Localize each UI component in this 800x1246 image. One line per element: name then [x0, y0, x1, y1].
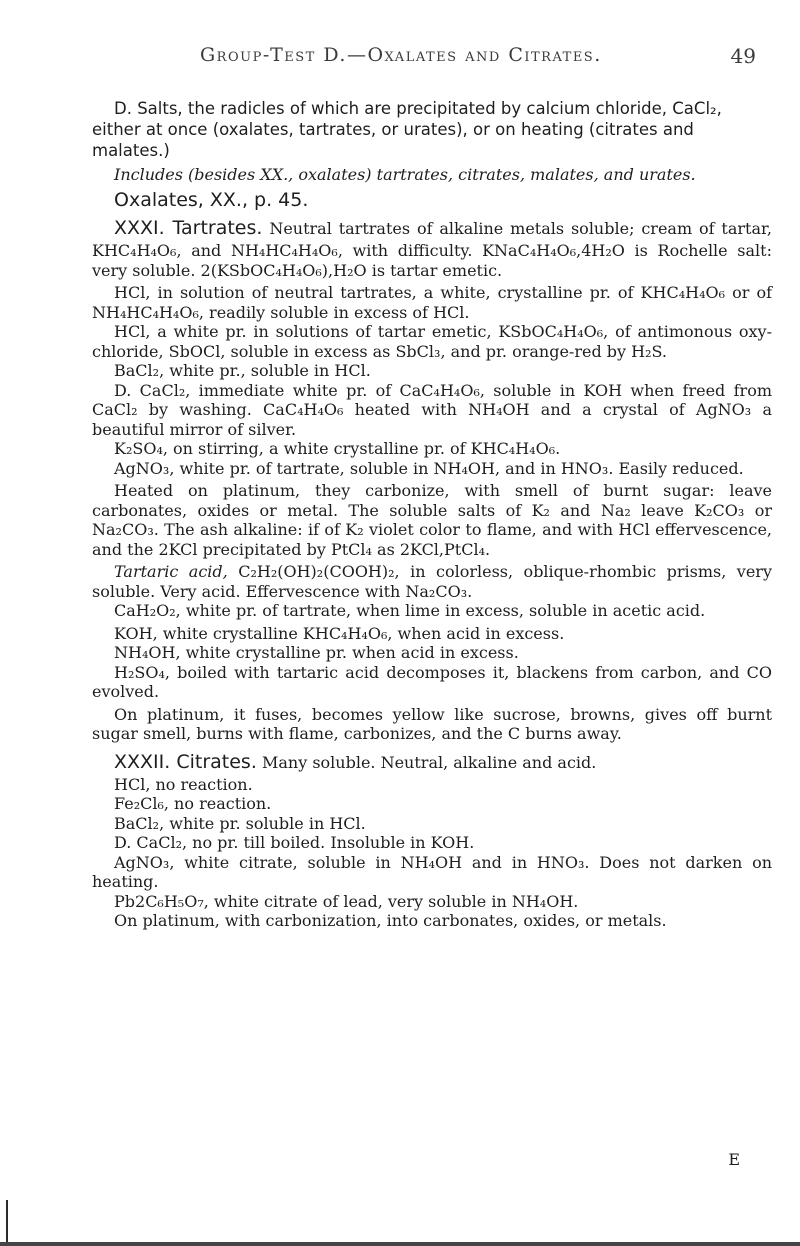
citrate-platinum: On platinum, with carbonization, into carbonates, oxides, or metals.: [114, 911, 667, 930]
tartrate-reaction-hcl-emetic: HCl, a white pr. in solutions of tartar emetic, KSbOC₄H₄O₆, of antimonous oxy-chloride, SbOCl, soluble in excess as SbCl₃, and pr. orange-red by H₂S.: [92, 322, 772, 361]
signature-mark: E: [728, 1150, 740, 1169]
running-title: Group-Test D.—Oxalates and Citrates.: [200, 44, 602, 66]
page-bottom-edge: [0, 1242, 800, 1246]
citrate-reaction-fe2cl6: Fe₂Cl₆, no reaction.: [114, 794, 272, 813]
tartrate-reaction-k2so4: K₂SO₄, on stirring, a white crystalline pr. of KHC₄H₄O₆.: [114, 439, 561, 458]
tartrates-intro: [92, 216, 772, 280]
tartaric-reaction-koh: KOH, white crystalline KHC₄H₄O₆, when acid in excess.: [114, 623, 565, 643]
tartrate-heating: Heated on platinum, they carbonize, with smell of burnt sugar: leave carbonates, oxides or metal. The soluble salts of K₂ and Na₂ leave K₂CO₃ or Na₂CO₃. The ash alkaline: if of K₂ violet color to flame, and with HCl effervescence, and the 2KCl precipitated by PtCl₄ as 2KCl,PtCl₄.: [92, 481, 772, 559]
binding-edge: [6, 1200, 8, 1246]
citrates-heading: XXXII. Citrates.: [114, 750, 257, 773]
tartaric-reaction-cah2o2: CaH₂O₂, white pr. of tartrate, when lime in excess, soluble in acetic acid.: [114, 601, 706, 620]
citrates-intro-text: Many soluble. Neutral, alkaline and acid.: [261, 752, 597, 772]
citrate-reaction-lead: Pb2C₆H₅O₇, white citrate of lead, very soluble in NH₄OH.: [114, 891, 579, 911]
page-content: [92, 98, 772, 931]
page-number: 49: [730, 44, 756, 68]
tartaric-acid: [92, 562, 772, 601]
tartrate-reaction-cacl2: D. CaCl₂, immediate white pr. of CaC₄H₄O₆, soluble in KOH when freed from CaCl₂ by washing. CaC₄H₄O₆ heated with NH₄OH and a crystal of AgNO₃ a beautiful mirror of silver.: [92, 380, 772, 439]
tartrates-intro-text: Neutral tartrates of alkaline metals soluble; cream of tartar, KHC₄H₄O₆, and NH₄HC₄H₄O₆, with difficulty. KNaC₄H₄O₆,4H₂O is Rochelle salt: very soluble. 2(KSbOC₄H₄O₆),H₂O is tartar emetic.: [92, 219, 772, 280]
tartrate-reaction-bacl2: BaCl₂, white pr., soluble in HCl.: [114, 361, 371, 380]
tartrate-reaction-hcl: HCl, in solution of neutral tartrates, a white, crystalline pr. of KHC₄H₄O₆ or of NH₄HC₄H₄O₆, readily soluble in excess of HCl.: [92, 283, 772, 322]
page-header: [170, 44, 790, 70]
tartaric-acid-text: C₂H₂(OH)₂(COOH)₂, in colorless, oblique-rhombic prisms, very soluble. Very acid. Effervescence with Na₂CO₃.: [92, 562, 772, 601]
tartrate-reaction-agno3: AgNO₃, white pr. of tartrate, soluble in NH₄OH, and in HNO₃. Easily reduced.: [114, 458, 744, 478]
section-lead: D. Salts, the radicles of which are precipitated by calcium chloride, CaCl₂, either at once (oxalates, tartrates, or urates), or on heating (citrates and malates.): [92, 99, 722, 160]
citrate-reaction-hcl: HCl, no reaction.: [114, 774, 253, 794]
oxalates-heading: Oxalates, XX., p. 45.: [114, 189, 309, 211]
tartaric-reaction-h2so4: H₂SO₄, boiled with tartaric acid decomposes it, blackens from carbon, and CO evolved.: [92, 662, 772, 701]
citrate-reaction-bacl2: BaCl₂, white pr. soluble in HCl.: [114, 813, 366, 833]
tartrates-heading: XXXI. Tartrates.: [114, 217, 263, 239]
citrate-reaction-cacl2: D. CaCl₂, no pr. till boiled. Insoluble in KOH.: [114, 833, 475, 852]
tartaric-platinum: On platinum, it fuses, becomes yellow like sucrose, browns, gives off burnt sugar smell, burns with flame, carbonizes, and the C burns away.: [92, 704, 772, 743]
tartaric-reaction-nh4oh: NH₄OH, white crystalline pr. when acid in excess.: [114, 643, 519, 662]
citrate-reaction-agno3: AgNO₃, white citrate, soluble in NH₄OH and in HNO₃. Does not darken on heating.: [92, 852, 772, 891]
includes-note: Includes (besides XX., oxalates) tartrates, citrates, malates, and urates.: [114, 165, 696, 184]
tartaric-acid-name: Tartaric acid,: [114, 562, 228, 581]
citrates-intro: [92, 750, 772, 775]
